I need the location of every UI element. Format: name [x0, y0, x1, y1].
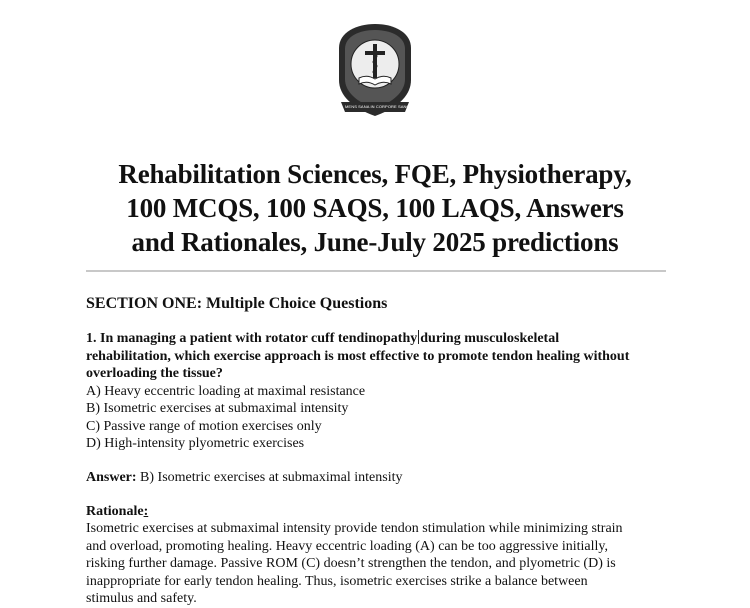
question-text	[86, 330, 686, 383]
rationale-text	[86, 520, 623, 608]
logo-motto: MENS SANA IN CORPORE SANO	[345, 104, 410, 109]
rationale-line: stimulus and safety.	[86, 591, 197, 606]
title-line: 100 MCQS, 100 SAQS, 100 LAQS, Answers	[126, 193, 624, 223]
document-title	[60, 157, 690, 259]
question-line: 1. In managing a patient with rotator cuff tendinopathy during musculoskeletal	[86, 331, 560, 346]
rationale-line: inappropriate for early tendon healing. Thus, isometric exercises strike a balance between	[86, 573, 588, 589]
title-line: Rehabilitation Sciences, FQE, Physiotherapy,	[118, 159, 632, 189]
question-block	[86, 330, 686, 453]
answer-label: Answer:	[86, 470, 137, 485]
horizontal-divider	[86, 270, 666, 272]
title-line: and Rationales, June-July 2025 predictions	[131, 227, 619, 257]
rationale-line: and overload, promoting healing. Heavy eccentric loading (A) can be too aggressive initially,	[86, 538, 608, 554]
answer-line	[86, 469, 402, 487]
option-d: D) High-intensity plyometric exercises	[86, 436, 305, 451]
option-b: B) Isometric exercises at submaximal intensity	[86, 401, 349, 416]
rationale-line: risking further damage. Passive ROM (C) doesn’t strengthen the tendon, and plyometric (D) is	[86, 556, 616, 571]
answer-options	[86, 383, 686, 453]
question-line: overloading the tissue?	[86, 366, 223, 381]
rationale-heading: Rationale:	[86, 504, 149, 519]
option-a: A) Heavy eccentric loading at maximal resistance	[86, 383, 366, 399]
question-line: rehabilitation, which exercise approach is most effective to promote tendon healing without	[86, 348, 630, 364]
section-heading: SECTION ONE: Multiple Choice Questions	[86, 295, 388, 312]
rationale-line: Isometric exercises at submaximal intensity provide tendon stimulation while minimizing strain	[86, 521, 623, 536]
answer-text: B) Isometric exercises at submaximal intensity	[136, 470, 403, 485]
option-c: C) Passive range of motion exercises only	[86, 418, 322, 434]
